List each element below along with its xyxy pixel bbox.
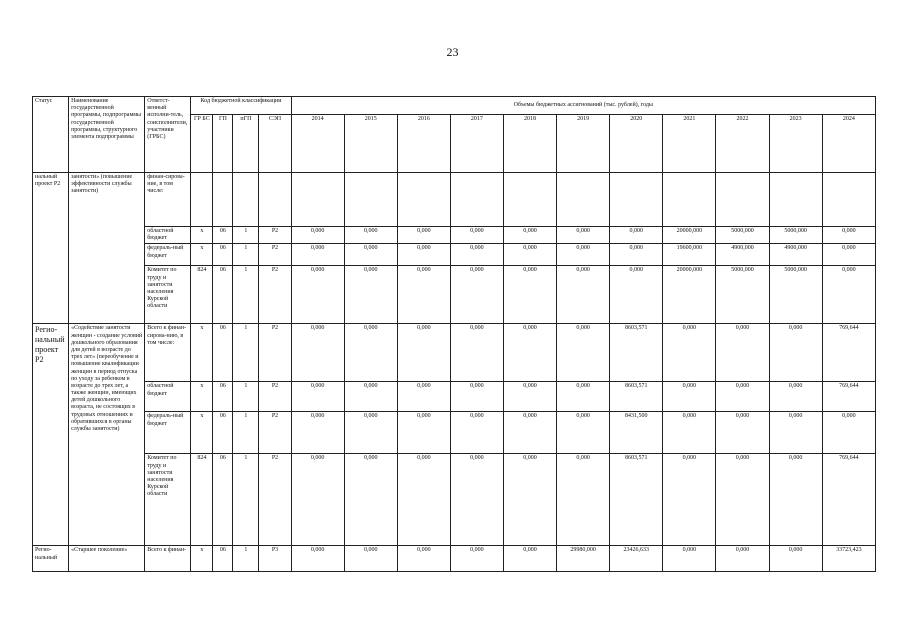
value-cell-2022: 0,000 [716, 382, 769, 412]
code-pgp-cell [233, 173, 259, 227]
header-code-grbs: ГР БС [191, 115, 213, 173]
value-cell-2015: 0,000 [344, 546, 397, 572]
value-cell-2017: 0,000 [450, 244, 503, 266]
value-cell-2018: 0,000 [503, 454, 556, 546]
value-cell-2018 [503, 173, 556, 227]
code-grbs-cell: 824 [191, 454, 213, 546]
value-cell-2020: 0,000 [610, 266, 663, 324]
program-name-cell: «Старшее поколение» [69, 546, 145, 572]
value-cell-2015: 0,000 [344, 454, 397, 546]
value-cell-2017: 0,000 [450, 546, 503, 572]
year-2015: 2015 [344, 115, 397, 173]
value-cell-2020: 23426,633 [610, 546, 663, 572]
value-cell-2022 [716, 173, 769, 227]
value-cell-2024: 0,000 [822, 244, 875, 266]
code-gp-cell: 06 [213, 546, 233, 572]
code-sep-cell: Р2 [259, 266, 291, 324]
value-cell-2018: 0,000 [503, 412, 556, 454]
code-sep-cell: Р2 [259, 412, 291, 454]
responsible-cell: федераль-ный бюджет [145, 244, 191, 266]
code-sep-cell [259, 173, 291, 227]
value-cell-2019: 0,000 [557, 454, 610, 546]
value-cell-2019: 0,000 [557, 324, 610, 382]
program-name-cell: «Содействие занятости женщин - создание условий дошкольного образования для детей в возрасте до трех лет» (переобучение и повышение квалификации женщин в период отпуска по уходу за ребенком в возрасте до трех лет, а также женщин, имеющих детей дошкольного возраста, не состоящих в трудовых отношениях и обратившихся в органы службы занятости) [69, 324, 145, 546]
header-code-sep: СЭП [259, 115, 291, 173]
code-gp-cell: 06 [213, 324, 233, 382]
value-cell-2014: 0,000 [291, 412, 344, 454]
value-cell-2022: 0,000 [716, 454, 769, 546]
code-gp-cell: 06 [213, 244, 233, 266]
value-cell-2023: 4900,000 [769, 244, 822, 266]
code-grbs-cell: х [191, 324, 213, 382]
value-cell-2020: 0,000 [610, 244, 663, 266]
value-cell-2024: 33723,423 [822, 546, 875, 572]
responsible-cell: областной бюджет [145, 227, 191, 244]
status-cell: Регио-нальный проект Р2 [33, 324, 69, 546]
value-cell-2017: 0,000 [450, 382, 503, 412]
value-cell-2014: 0,000 [291, 266, 344, 324]
header-volumes: Объемы бюджетных ассигнований (тыс. рублей), годы [291, 97, 875, 115]
value-cell-2014: 0,000 [291, 227, 344, 244]
value-cell-2018: 0,000 [503, 266, 556, 324]
value-cell-2018: 0,000 [503, 546, 556, 572]
code-gp-cell: 06 [213, 454, 233, 546]
value-cell-2016: 0,000 [397, 244, 450, 266]
code-grbs-cell: х [191, 382, 213, 412]
code-grbs-cell: х [191, 227, 213, 244]
table-row [33, 227, 876, 244]
code-gp-cell: 06 [213, 227, 233, 244]
value-cell-2018: 0,000 [503, 382, 556, 412]
code-gp-cell: 06 [213, 266, 233, 324]
value-cell-2015: 0,000 [344, 266, 397, 324]
year-2019: 2019 [557, 115, 610, 173]
code-pgp-cell: 1 [233, 454, 259, 546]
value-cell-2015 [344, 173, 397, 227]
value-cell-2015: 0,000 [344, 382, 397, 412]
value-cell-2022: 0,000 [716, 546, 769, 572]
code-sep-cell: Р2 [259, 382, 291, 412]
value-cell-2020 [610, 173, 663, 227]
year-2014: 2014 [291, 115, 344, 173]
year-2021: 2021 [663, 115, 716, 173]
value-cell-2014: 0,000 [291, 454, 344, 546]
code-pgp-cell: 1 [233, 324, 259, 382]
value-cell-2021: 0,000 [663, 324, 716, 382]
table-row [33, 382, 876, 412]
code-sep-cell: Р2 [259, 227, 291, 244]
value-cell-2016: 0,000 [397, 454, 450, 546]
code-grbs-cell: х [191, 412, 213, 454]
responsible-cell: Всего к финан- [145, 546, 191, 572]
value-cell-2021: 0,000 [663, 546, 716, 572]
responsible-cell: федераль-ный бюджет [145, 412, 191, 454]
value-cell-2015: 0,000 [344, 412, 397, 454]
year-2022: 2022 [716, 115, 769, 173]
responsible-cell: Всего к финан-сирова-нию, в том числе: [145, 324, 191, 382]
page-number: 23 [446, 45, 459, 59]
value-cell-2021: 20000,000 [663, 266, 716, 324]
table-row [33, 266, 876, 324]
value-cell-2021: 0,000 [663, 382, 716, 412]
table-row [33, 173, 876, 227]
code-pgp-cell: 1 [233, 412, 259, 454]
value-cell-2014: 0,000 [291, 546, 344, 572]
code-grbs-cell: х [191, 244, 213, 266]
code-pgp-cell: 1 [233, 227, 259, 244]
code-gp-cell: 06 [213, 412, 233, 454]
year-2016: 2016 [397, 115, 450, 173]
value-cell-2014 [291, 173, 344, 227]
value-cell-2024: 0,000 [822, 412, 875, 454]
value-cell-2016: 0,000 [397, 227, 450, 244]
code-pgp-cell: 1 [233, 266, 259, 324]
value-cell-2019: 0,000 [557, 412, 610, 454]
value-cell-2020: 0,000 [610, 227, 663, 244]
value-cell-2024: 769,644 [822, 454, 875, 546]
value-cell-2019: 0,000 [557, 227, 610, 244]
value-cell-2016 [397, 173, 450, 227]
responsible-cell: Комитет по труду и занятости населения Курской области [145, 266, 191, 324]
table-row [33, 454, 876, 546]
header-status: Статус [33, 97, 69, 173]
code-pgp-cell: 1 [233, 382, 259, 412]
value-cell-2023: 5000,000 [769, 266, 822, 324]
value-cell-2015: 0,000 [344, 324, 397, 382]
header-code-group: Код бюджетной классификации [191, 97, 291, 115]
value-cell-2023: 0,000 [769, 546, 822, 572]
value-cell-2023: 0,000 [769, 412, 822, 454]
header-responsible: Ответст-венный исполни-тель, соисполнители, участники (ГРБС) [145, 97, 191, 173]
code-pgp-cell: 1 [233, 546, 259, 572]
value-cell-2024: 0,000 [822, 266, 875, 324]
code-grbs-cell: х [191, 546, 213, 572]
code-grbs-cell: 824 [191, 266, 213, 324]
code-sep-cell: Р3 [259, 546, 291, 572]
year-2017: 2017 [450, 115, 503, 173]
value-cell-2017: 0,000 [450, 454, 503, 546]
value-cell-2024 [822, 173, 875, 227]
value-cell-2022: 0,000 [716, 412, 769, 454]
value-cell-2019: 0,000 [557, 244, 610, 266]
value-cell-2014: 0,000 [291, 244, 344, 266]
value-cell-2019: 0,000 [557, 382, 610, 412]
value-cell-2016: 0,000 [397, 546, 450, 572]
responsible-cell: финан-сирова-ние, в том числе: [145, 173, 191, 227]
value-cell-2019: 29980,000 [557, 546, 610, 572]
value-cell-2022: 5000,000 [716, 227, 769, 244]
table-row [33, 412, 876, 454]
table-row [33, 324, 876, 382]
status-cell: Регио-нальный [33, 546, 69, 572]
value-cell-2022: 5000,000 [716, 266, 769, 324]
value-cell-2016: 0,000 [397, 324, 450, 382]
value-cell-2021 [663, 173, 716, 227]
value-cell-2018: 0,000 [503, 227, 556, 244]
value-cell-2023: 5000,000 [769, 227, 822, 244]
value-cell-2023: 0,000 [769, 324, 822, 382]
value-cell-2015: 0,000 [344, 244, 397, 266]
value-cell-2021: 19600,000 [663, 244, 716, 266]
value-cell-2020: 8603,571 [610, 324, 663, 382]
year-2018: 2018 [503, 115, 556, 173]
code-sep-cell: Р2 [259, 244, 291, 266]
code-gp-cell [213, 173, 233, 227]
value-cell-2021: 20000,000 [663, 227, 716, 244]
value-cell-2017: 0,000 [450, 412, 503, 454]
value-cell-2018: 0,000 [503, 324, 556, 382]
value-cell-2020: 8603,571 [610, 382, 663, 412]
value-cell-2016: 0,000 [397, 266, 450, 324]
year-2023: 2023 [769, 115, 822, 173]
responsible-cell: Комитет по труду и занятости населения Курской области [145, 454, 191, 546]
value-cell-2021: 0,000 [663, 454, 716, 546]
table-row [33, 244, 876, 266]
code-pgp-cell: 1 [233, 244, 259, 266]
value-cell-2018: 0,000 [503, 244, 556, 266]
value-cell-2014: 0,000 [291, 324, 344, 382]
header-code-pgp: пГП [233, 115, 259, 173]
program-name-cell: занятости» (повышение эффективности службы занятости) [69, 173, 145, 324]
value-cell-2014: 0,000 [291, 382, 344, 412]
value-cell-2015: 0,000 [344, 227, 397, 244]
value-cell-2020: 8603,571 [610, 454, 663, 546]
value-cell-2017 [450, 173, 503, 227]
value-cell-2022: 4900,000 [716, 244, 769, 266]
budget-table [32, 96, 876, 572]
code-gp-cell: 06 [213, 382, 233, 412]
value-cell-2024: 0,000 [822, 227, 875, 244]
status-cell: нальный проект Р2 [33, 173, 69, 324]
value-cell-2017: 0,000 [450, 266, 503, 324]
value-cell-2016: 0,000 [397, 382, 450, 412]
value-cell-2023: 0,000 [769, 454, 822, 546]
header-code-gp: ГП [213, 115, 233, 173]
value-cell-2017: 0,000 [450, 227, 503, 244]
value-cell-2020: 8431,500 [610, 412, 663, 454]
value-cell-2023: 0,000 [769, 382, 822, 412]
code-sep-cell: Р2 [259, 324, 291, 382]
value-cell-2022: 0,000 [716, 324, 769, 382]
year-2020: 2020 [610, 115, 663, 173]
table-row [33, 546, 876, 572]
year-2024: 2024 [822, 115, 875, 173]
code-sep-cell: Р2 [259, 454, 291, 546]
responsible-cell: областной бюджет [145, 382, 191, 412]
value-cell-2023 [769, 173, 822, 227]
value-cell-2017: 0,000 [450, 324, 503, 382]
value-cell-2021: 0,000 [663, 412, 716, 454]
value-cell-2019: 0,000 [557, 266, 610, 324]
value-cell-2024: 769,644 [822, 324, 875, 382]
header-name: Наименование государственной программы, подпрограммы государственной программы, структурного элемента подпрограммы [69, 97, 145, 173]
value-cell-2019 [557, 173, 610, 227]
value-cell-2016: 0,000 [397, 412, 450, 454]
value-cell-2024: 769,644 [822, 382, 875, 412]
code-grbs-cell [191, 173, 213, 227]
